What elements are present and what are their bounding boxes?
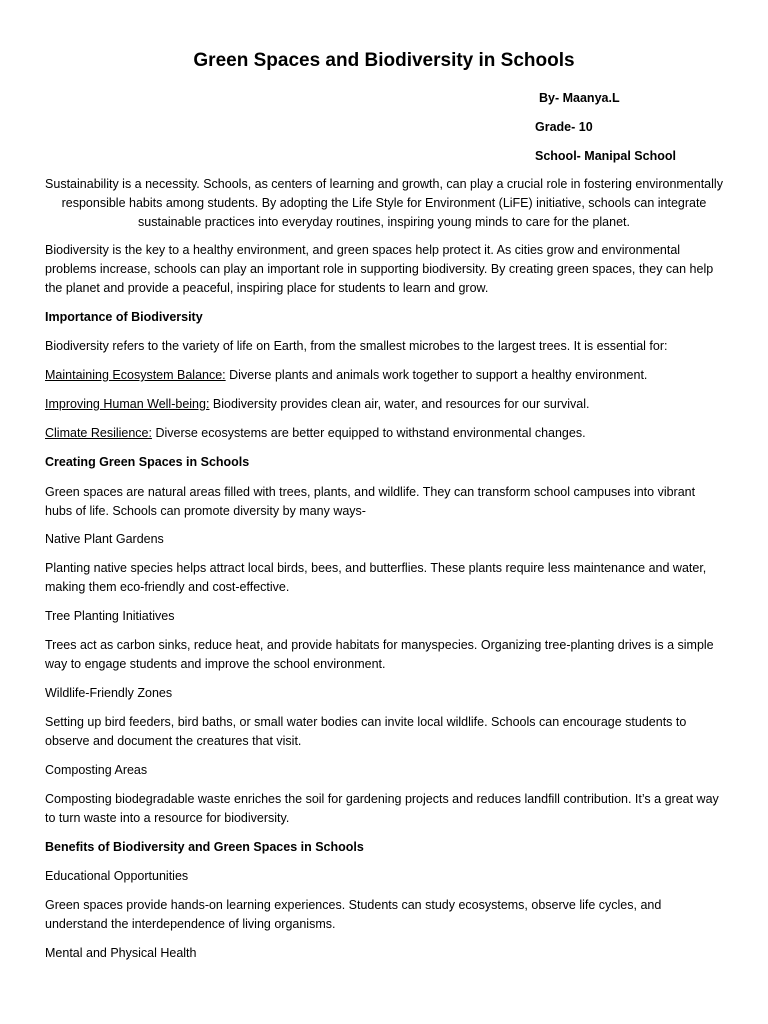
point-text: Diverse ecosystems are better equipped to withstand environmental changes. [151, 426, 586, 440]
subheading-composting: Composting Areas [45, 763, 148, 777]
point-text: Biodiversity provides clean air, water, and resources for our survival. [209, 397, 590, 411]
point-climate-resilience [45, 424, 725, 443]
grade-line: Grade- 10 [535, 120, 593, 134]
educational-paragraph: Green spaces provide hands-on learning experiences. Students can study ecosystems, observe life cycles, and understand the interdependence of living organisms. [45, 898, 662, 931]
subheading-health: Mental and Physical Health [45, 946, 197, 960]
wildlife-zones-paragraph: Setting up bird feeders, bird baths, or small water bodies can invite local wildlife. Schools can encourage students to observe and document the creatures that visit. [45, 715, 687, 748]
point-ecosystem-balance [45, 366, 725, 385]
heading-benefits: Benefits of Biodiversity and Green Spaces in Schools [45, 840, 364, 854]
point-term: Climate Resilience: [45, 426, 152, 440]
composting-paragraph: Composting biodegradable waste enriches the soil for gardening projects and reduces landfill contribution. It’s a great way to turn waste into a resource for biodiversity. [45, 792, 719, 825]
heading-importance: Importance of Biodiversity [45, 310, 203, 324]
subheading-wildlife-zones: Wildlife-Friendly Zones [45, 686, 173, 700]
point-term: Improving Human Well-being: [45, 397, 210, 411]
heading-creating: Creating Green Spaces in Schools [45, 455, 250, 469]
subheading-tree-planting: Tree Planting Initiatives [45, 609, 175, 623]
biodiversity-intro-paragraph: Biodiversity is the key to a healthy environment, and green spaces help protect it. As cities grow and environmental problems increase, schools can play an important role in supporting biodiversity. By creating green spaces, they can help the planet and provide a peaceful, inspiring place for students to learn and grow. [45, 243, 714, 295]
native-plants-paragraph: Planting native species helps attract local birds, bees, and butterflies. These plants require less maintenance and water, making them eco-friendly and cost-effective. [45, 561, 707, 594]
point-text: Diverse plants and animals work together to support a healthy environment. [225, 368, 648, 382]
tree-planting-paragraph: Trees act as carbon sinks, reduce heat, and provide habitats for manyspecies. Organizing tree-planting drives is a simple way to engage students and improve the school environment. [45, 638, 714, 671]
point-term: Maintaining Ecosystem Balance: [45, 368, 226, 382]
intro-paragraph: Sustainability is a necessity. Schools, as centers of learning and growth, can play a crucial role in fostering environmentally responsible habits among students. By adopting the Life Style for Environment (LiFE) initiative, schools can integrate sustainable practices into everyday routines, inspiring young minds to care for the planet. [45, 177, 723, 229]
importance-paragraph: Biodiversity refers to the variety of life on Earth, from the smallest microbes to the largest trees. It is essential for: [45, 339, 668, 353]
subheading-native-plants: Native Plant Gardens [45, 532, 164, 546]
point-human-wellbeing [45, 395, 725, 414]
subheading-educational: Educational Opportunities [45, 869, 189, 883]
author-line: By- Maanya.L [539, 91, 620, 105]
creating-paragraph: Green spaces are natural areas filled with trees, plants, and wildlife. They can transform school campuses into vibrant hubs of life. Schools can promote diversity by many ways- [45, 485, 696, 518]
school-line: School- Manipal School [535, 149, 676, 163]
document-title: Green Spaces and Biodiversity in Schools [193, 50, 575, 71]
